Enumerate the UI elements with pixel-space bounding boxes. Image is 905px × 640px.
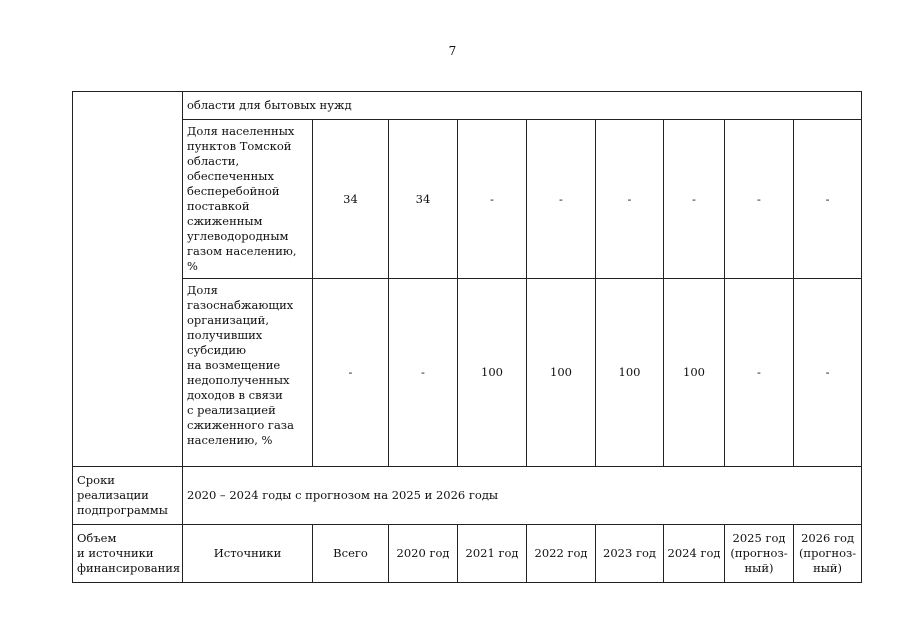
label-line: подпрограммы: [77, 503, 168, 517]
label-line: пунктов Томской: [187, 139, 292, 153]
indicator-row-1: [73, 120, 862, 279]
indicator-1-value-2026: -: [794, 120, 862, 279]
label-line: области,: [187, 154, 240, 168]
header-2021: 2021 год: [458, 525, 527, 583]
label-line: и источники: [77, 546, 154, 560]
indicator-1-label: [183, 120, 313, 279]
indicator-2-value-total: -: [313, 279, 389, 467]
label-line: бесперебойной: [187, 184, 280, 198]
indicator-2-value-2024: 100: [664, 279, 725, 467]
label-line: Сроки: [77, 473, 115, 487]
indicator-2-value-2021: 100: [458, 279, 527, 467]
terms-row: [73, 467, 862, 525]
funding-header-row: [73, 525, 862, 583]
header-2020: 2020 год: [389, 525, 458, 583]
label-line: сжиженного газа: [187, 418, 294, 432]
header-line: 2025 год: [732, 531, 786, 545]
continuation-text: области для бытовых нужд: [183, 92, 862, 120]
label-line: Объем: [77, 531, 117, 545]
header-line: ный): [813, 561, 843, 575]
indicator-1-value-2022: -: [527, 120, 596, 279]
header-2022: 2022 год: [527, 525, 596, 583]
label-line: доходов в связи: [187, 388, 283, 402]
label-line: обеспеченных: [187, 169, 274, 183]
label-line: углеводородным: [187, 229, 289, 243]
indicator-2-value-2020: -: [389, 279, 458, 467]
label-line: с реализацией: [187, 403, 276, 417]
indicator-1-value-2025: -: [725, 120, 794, 279]
terms-label: [73, 467, 183, 525]
continuation-row: [73, 92, 862, 120]
indicator-2-value-2022: 100: [527, 279, 596, 467]
header-line: (прогноз-: [730, 546, 788, 560]
indicator-1-value-2021: -: [458, 120, 527, 279]
label-line: финансирования: [77, 561, 181, 575]
header-2023: 2023 год: [596, 525, 664, 583]
label-line: на возмещение: [187, 358, 281, 372]
label-line: поставкой: [187, 199, 250, 213]
header-2026: [794, 525, 862, 583]
label-line: субсидию: [187, 343, 246, 357]
header-line: (прогноз-: [798, 546, 857, 560]
indicator-1-value-2024: -: [664, 120, 725, 279]
terms-value: 2020 – 2024 годы с прогнозом на 2025 и 2026 годы: [183, 467, 862, 525]
header-sources: Источники: [183, 525, 313, 583]
subprogram-passport-table: [72, 91, 862, 583]
label-line: Доля: [187, 283, 218, 297]
indicator-2-value-2023: 100: [596, 279, 664, 467]
label-line: Доля населенных: [187, 124, 295, 138]
label-line: газом населению, %: [187, 244, 297, 273]
label-line: сжиженным: [187, 214, 263, 228]
header-line: ный): [744, 561, 774, 575]
header-2025: [725, 525, 794, 583]
label-line: получивших: [187, 328, 263, 342]
header-2024: 2024 год: [664, 525, 725, 583]
indicator-1-value-2023: -: [596, 120, 664, 279]
label-line: газоснабжающих: [187, 298, 294, 312]
page-number: 7: [448, 44, 457, 58]
indicator-1-value-2020: 34: [389, 120, 458, 279]
indicator-2-label: [183, 279, 313, 467]
header-total: Всего: [313, 525, 389, 583]
label-line: организаций,: [187, 313, 270, 327]
label-line: недополученных: [187, 373, 290, 387]
indicator-2-value-2025: -: [725, 279, 794, 467]
label-line: населению, %: [187, 433, 273, 447]
indicator-row-2: [73, 279, 862, 467]
indicator-2-value-2026: -: [794, 279, 862, 467]
funding-label: [73, 525, 183, 583]
label-line: реализации: [77, 488, 149, 502]
empty-label-cell: [73, 92, 183, 467]
header-line: 2026 год: [801, 531, 855, 545]
indicator-1-value-total: 34: [313, 120, 389, 279]
